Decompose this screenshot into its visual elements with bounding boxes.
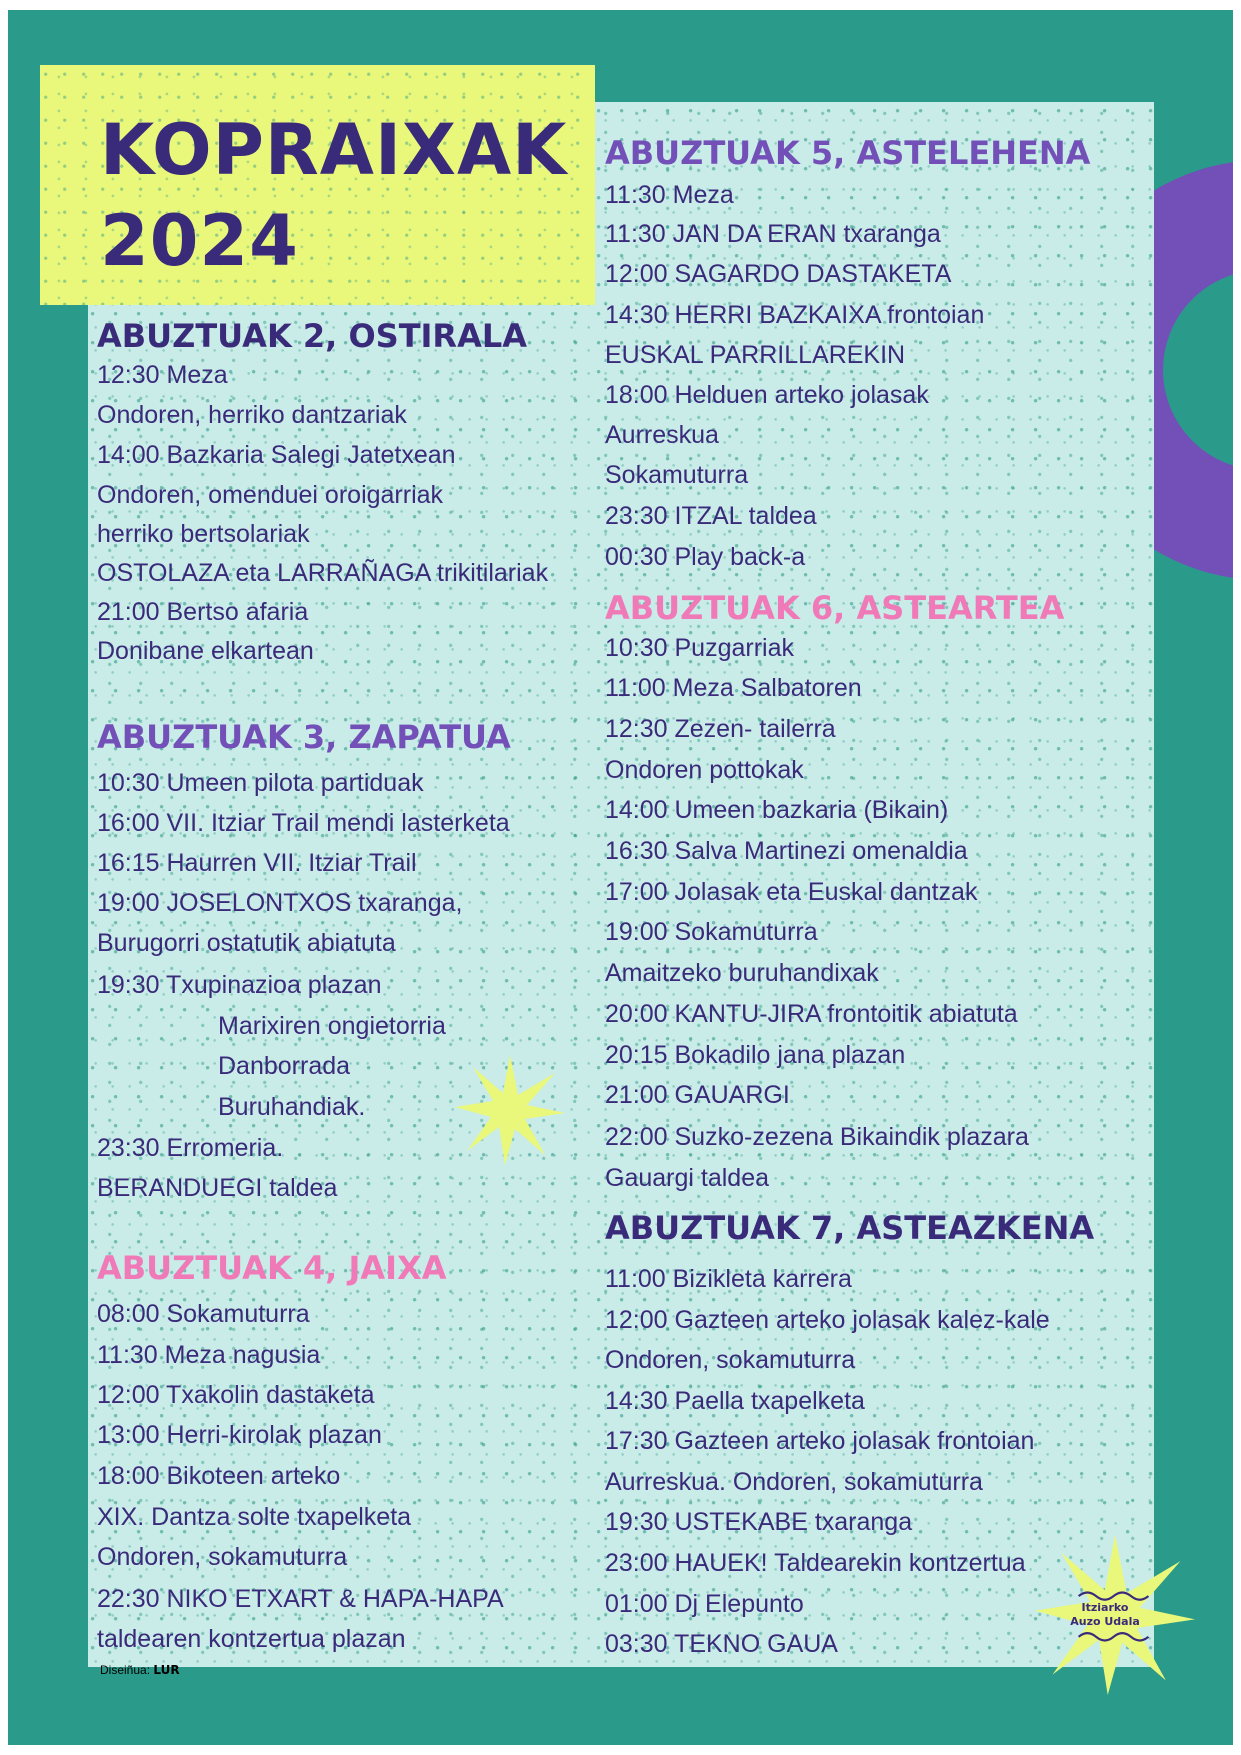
event-item: Burugorri ostatutik abiatuta	[97, 929, 396, 957]
event-item: 23:30 Erromeria.	[97, 1134, 284, 1162]
event-item: 11:30 Meza	[605, 181, 734, 209]
event-item: 01:00 Dj Elepunto	[605, 1590, 804, 1618]
event-item: 20:15 Bokadilo jana plazan	[605, 1041, 906, 1069]
event-item: 18:00 Helduen arteko jolasak	[605, 381, 929, 409]
event-item: Donibane elkartean	[97, 637, 314, 665]
event-item: Ondoren, sokamuturra	[605, 1346, 856, 1374]
event-item: herriko bertsolariak	[97, 520, 310, 548]
event-item: Ondoren, omenduei oroigarriak	[97, 481, 444, 509]
event-item: Ondoren, herriko dantzariak	[97, 401, 407, 429]
event-item: taldearen kontzertua plazan	[97, 1625, 406, 1653]
event-item: 22:00 Suzko-zezena Bikaindik plazara	[605, 1123, 1029, 1151]
event-item: 12:00 Txakolin dastaketa	[97, 1381, 375, 1409]
day-heading-3: ABUZTUAK 3, ZAPATUA	[97, 718, 511, 756]
event-item: 19:30 USTEKABE txaranga	[605, 1508, 913, 1536]
event-item: 19:30 Txupinazioa plazan	[97, 971, 382, 999]
event-item: Aurreskua. Ondoren, sokamuturra	[605, 1468, 983, 1496]
event-item: EUSKAL PARRILLAREKIN	[605, 341, 906, 369]
event-item: 16:30 Salva Martinezi omenaldia	[605, 837, 968, 865]
event-item: 12:30 Meza	[97, 361, 228, 389]
event-item: 17:30 Gazteen arteko jolasak frontoian	[605, 1427, 1035, 1455]
event-item: 14:00 Umeen bazkaria (Bikain)	[605, 796, 949, 824]
event-item: 16:15 Haurren VII. Itziar Trail	[97, 849, 417, 877]
event-item: Ondoren, sokamuturra	[97, 1543, 348, 1571]
event-item: 13:00 Herri-kirolak plazan	[97, 1421, 382, 1449]
day-heading-6: ABUZTUAK 6, ASTEARTEA	[605, 589, 1065, 627]
event-item: Aurreskua	[605, 421, 719, 449]
event-item: XIX. Dantza solte txapelketa	[97, 1503, 412, 1531]
day-heading-5: ABUZTUAK 5, ASTELEHENA	[605, 134, 1091, 172]
event-item: Marixiren ongietorria	[218, 1012, 446, 1040]
day-heading-4: ABUZTUAK 4, JAIXA	[97, 1249, 447, 1287]
event-item: 16:00 VII. Itziar Trail mendi lasterketa	[97, 809, 510, 837]
event-item: 12:30 Zezen- tailerra	[605, 715, 836, 743]
poster-year: 2024	[100, 200, 299, 282]
day-heading-2: ABUZTUAK 2, OSTIRALA	[97, 317, 527, 355]
event-item: 14:30 HERRI BAZKAIXA frontoian	[605, 301, 985, 329]
design-credit	[100, 1663, 180, 1677]
event-item: 23:00 HAUEK! Taldearekin kontzertua	[605, 1549, 1026, 1577]
event-item: 12:00 SAGARDO DASTAKETA	[605, 260, 952, 288]
event-item: 17:00 Jolasak eta Euskal dantzak	[605, 878, 978, 906]
credit-label: Diseiñua:	[100, 1663, 151, 1677]
event-item: 23:30 ITZAL taldea	[605, 502, 817, 530]
credit-brand: LUR	[153, 1663, 180, 1677]
event-item: 21:00 GAUARGI	[605, 1081, 790, 1109]
event-item: 19:00 JOSELONTXOS txaranga,	[97, 889, 463, 917]
event-item: Amaitzeko buruhandixak	[605, 959, 879, 987]
event-item: 00:30 Play back-a	[605, 543, 806, 571]
event-item: 08:00 Sokamuturra	[97, 1300, 310, 1328]
day-heading-7: ABUZTUAK 7, ASTEAZKENA	[605, 1209, 1095, 1247]
logo-text-line2: Auzo Udala	[1070, 1615, 1140, 1628]
event-item: 14:00 Bazkaria Salegi Jatetxean	[97, 441, 456, 469]
event-item: 19:00 Sokamuturra	[605, 918, 818, 946]
star-icon	[455, 1055, 565, 1165]
event-item: 11:00 Meza Salbatoren	[605, 674, 862, 702]
event-item: 14:30 Paella txapelketa	[605, 1387, 865, 1415]
event-item: 12:00 Gazteen arteko jolasak kalez-kale	[605, 1306, 1050, 1334]
event-item: 10:30 Puzgarriak	[605, 634, 795, 662]
event-item: 11:30 JAN DA ERAN txaranga	[605, 220, 941, 248]
event-item: Sokamuturra	[605, 461, 749, 489]
event-item: Gauargi taldea	[605, 1164, 770, 1192]
event-item: 03:30 TEKNO GAUA	[605, 1630, 838, 1658]
event-item: BERANDUEGI taldea	[97, 1174, 338, 1202]
event-item: 10:30 Umeen pilota partiduak	[97, 769, 424, 797]
event-item: 22:30 NIKO ETXART & HAPA-HAPA	[97, 1585, 504, 1613]
event-item: 21:00 Bertso afaria	[97, 598, 309, 626]
event-item: 18:00 Bikoteen arteko	[97, 1462, 341, 1490]
event-item: 20:00 KANTU-JIRA frontoitik abiatuta	[605, 1000, 1018, 1028]
event-item: Danborrada	[218, 1052, 351, 1080]
event-item: OSTOLAZA eta LARRAÑAGA trikitilariak	[97, 559, 549, 587]
event-item: Buruhandiak.	[218, 1093, 366, 1121]
event-item: Ondoren pottokak	[605, 756, 804, 784]
event-item: 11:30 Meza nagusia	[97, 1341, 321, 1369]
event-item: 11:00 Bizikleta karrera	[605, 1265, 852, 1293]
poster-title: KOPRAIXAK	[100, 109, 568, 191]
logo-text-line1: Itziarko	[1081, 1601, 1129, 1614]
